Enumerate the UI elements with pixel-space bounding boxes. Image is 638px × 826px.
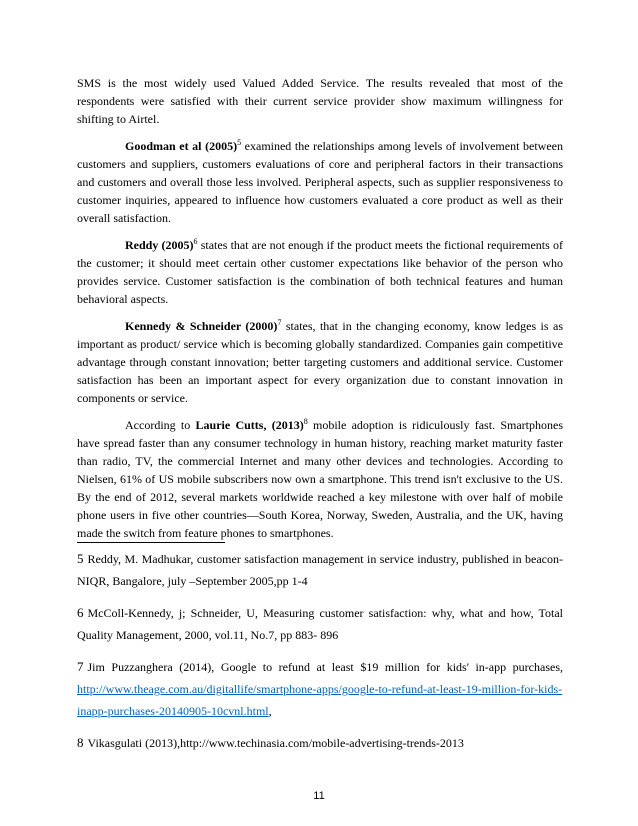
footnote-ref[interactable]: 5	[237, 138, 242, 147]
paragraph-text: examined the relationships among levels of involvement between customers and suppliers, customers evaluations of core and peripheral factors in their transactions and customers and overall those less involved. Peripheral aspects, such as supplier responsiveness to customer inquiries, appeared to influence how customers evaluated a core product as well as their overall satisfaction.	[77, 139, 563, 225]
page-number: 11	[313, 790, 325, 802]
footnote-8	[77, 732, 563, 754]
footnote-ref[interactable]: 7	[277, 318, 282, 327]
paragraph-goodman	[77, 137, 563, 227]
body-text	[77, 74, 563, 551]
author-citation: Reddy (2005)	[125, 238, 194, 252]
footnote-separator	[77, 542, 225, 543]
paragraph-text: states that are not enough if the product meets the fictional requirements of the customer; it should meet certain other customer expectations like behavior of the person who provides service. Customer satisfaction is the combination of both technical features and human behavioral aspects.	[77, 238, 563, 306]
paragraph-reddy	[77, 236, 563, 308]
footnote-number: 6	[77, 605, 84, 620]
footnote-after: ,	[268, 704, 272, 718]
footnote-text: Jim Puzzanghera (2014), Google to refund at least $19 million for kids' in-app purchases,	[87, 660, 563, 674]
footnote-text: Reddy, M. Madhukar, customer satisfaction management in service industry, published in beacon- NIQR, Bangalore, july –September 2005,pp 1-4	[77, 552, 563, 588]
author-citation: Kennedy & Schneider (2000)	[125, 319, 278, 333]
paragraph-kennedy	[77, 317, 563, 407]
author-citation: Goodman et al (2005)	[125, 139, 238, 153]
paragraph-text: SMS is the most widely used Valued Added Service. The results revealed that most of the respondents were satisfied with their current service provider show maximum willingness for shifting to Airtel.	[77, 76, 563, 126]
footnote-ref[interactable]: 8	[303, 417, 308, 426]
footnote-link[interactable]: http://www.theage.com.au/digitallife/smartphone-apps/google-to-refund-at-least-19-million-for-kids-inapp-purchases-20140905-10cvnl.html	[77, 682, 563, 718]
paragraph-text: states, that in the changing economy, know ledges is as important as product/ service which is becoming globally standardized. Companies gain competitive advantage through constant innovation; better targeting customers and additional service. Customer satisfaction has been an important aspect for every organization due to constant innovation in components or service.	[77, 319, 563, 405]
footnote-ref[interactable]: 6	[193, 237, 198, 246]
paragraph-pre: According to	[125, 418, 196, 432]
paragraph-intro	[77, 74, 563, 128]
footnote-number: 7	[77, 659, 84, 674]
footnote-number: 5	[77, 551, 84, 566]
footnote-5	[77, 548, 563, 592]
author-citation: Laurie Cutts, (2013)	[195, 418, 304, 432]
footnote-number: 8	[77, 735, 84, 750]
paragraph-text: mobile adoption is ridiculously fast. Smartphones have spread faster than any consumer technology in human history, reaching market maturity faster than radio, TV, the commercial Internet and many other devices and technologies. According to Nielsen, 61% of US mobile subscribers now own a smartphone. This trend isn't exclusive to the US. By the end of 2012, several markets worldwide reached a key milestone with over half of mobile phone users in five other countries—South Korea, Norway, Sweden, Australia, and the UK, having made the switch from feature phones to smartphones.	[77, 418, 563, 540]
footnote-6	[77, 602, 563, 646]
footnote-7	[77, 656, 563, 722]
paragraph-cutts	[77, 416, 563, 542]
footnote-text: McColl-Kennedy, j; Schneider, U, Measuring customer satisfaction: why, what and how, Total Quality Management, 2000, vol.11, No.7, pp 883- 896	[77, 606, 563, 642]
footnote-text: Vikasgulati (2013),http://www.techinasia.com/mobile-advertising-trends-2013	[87, 736, 464, 750]
footnotes	[77, 548, 563, 764]
